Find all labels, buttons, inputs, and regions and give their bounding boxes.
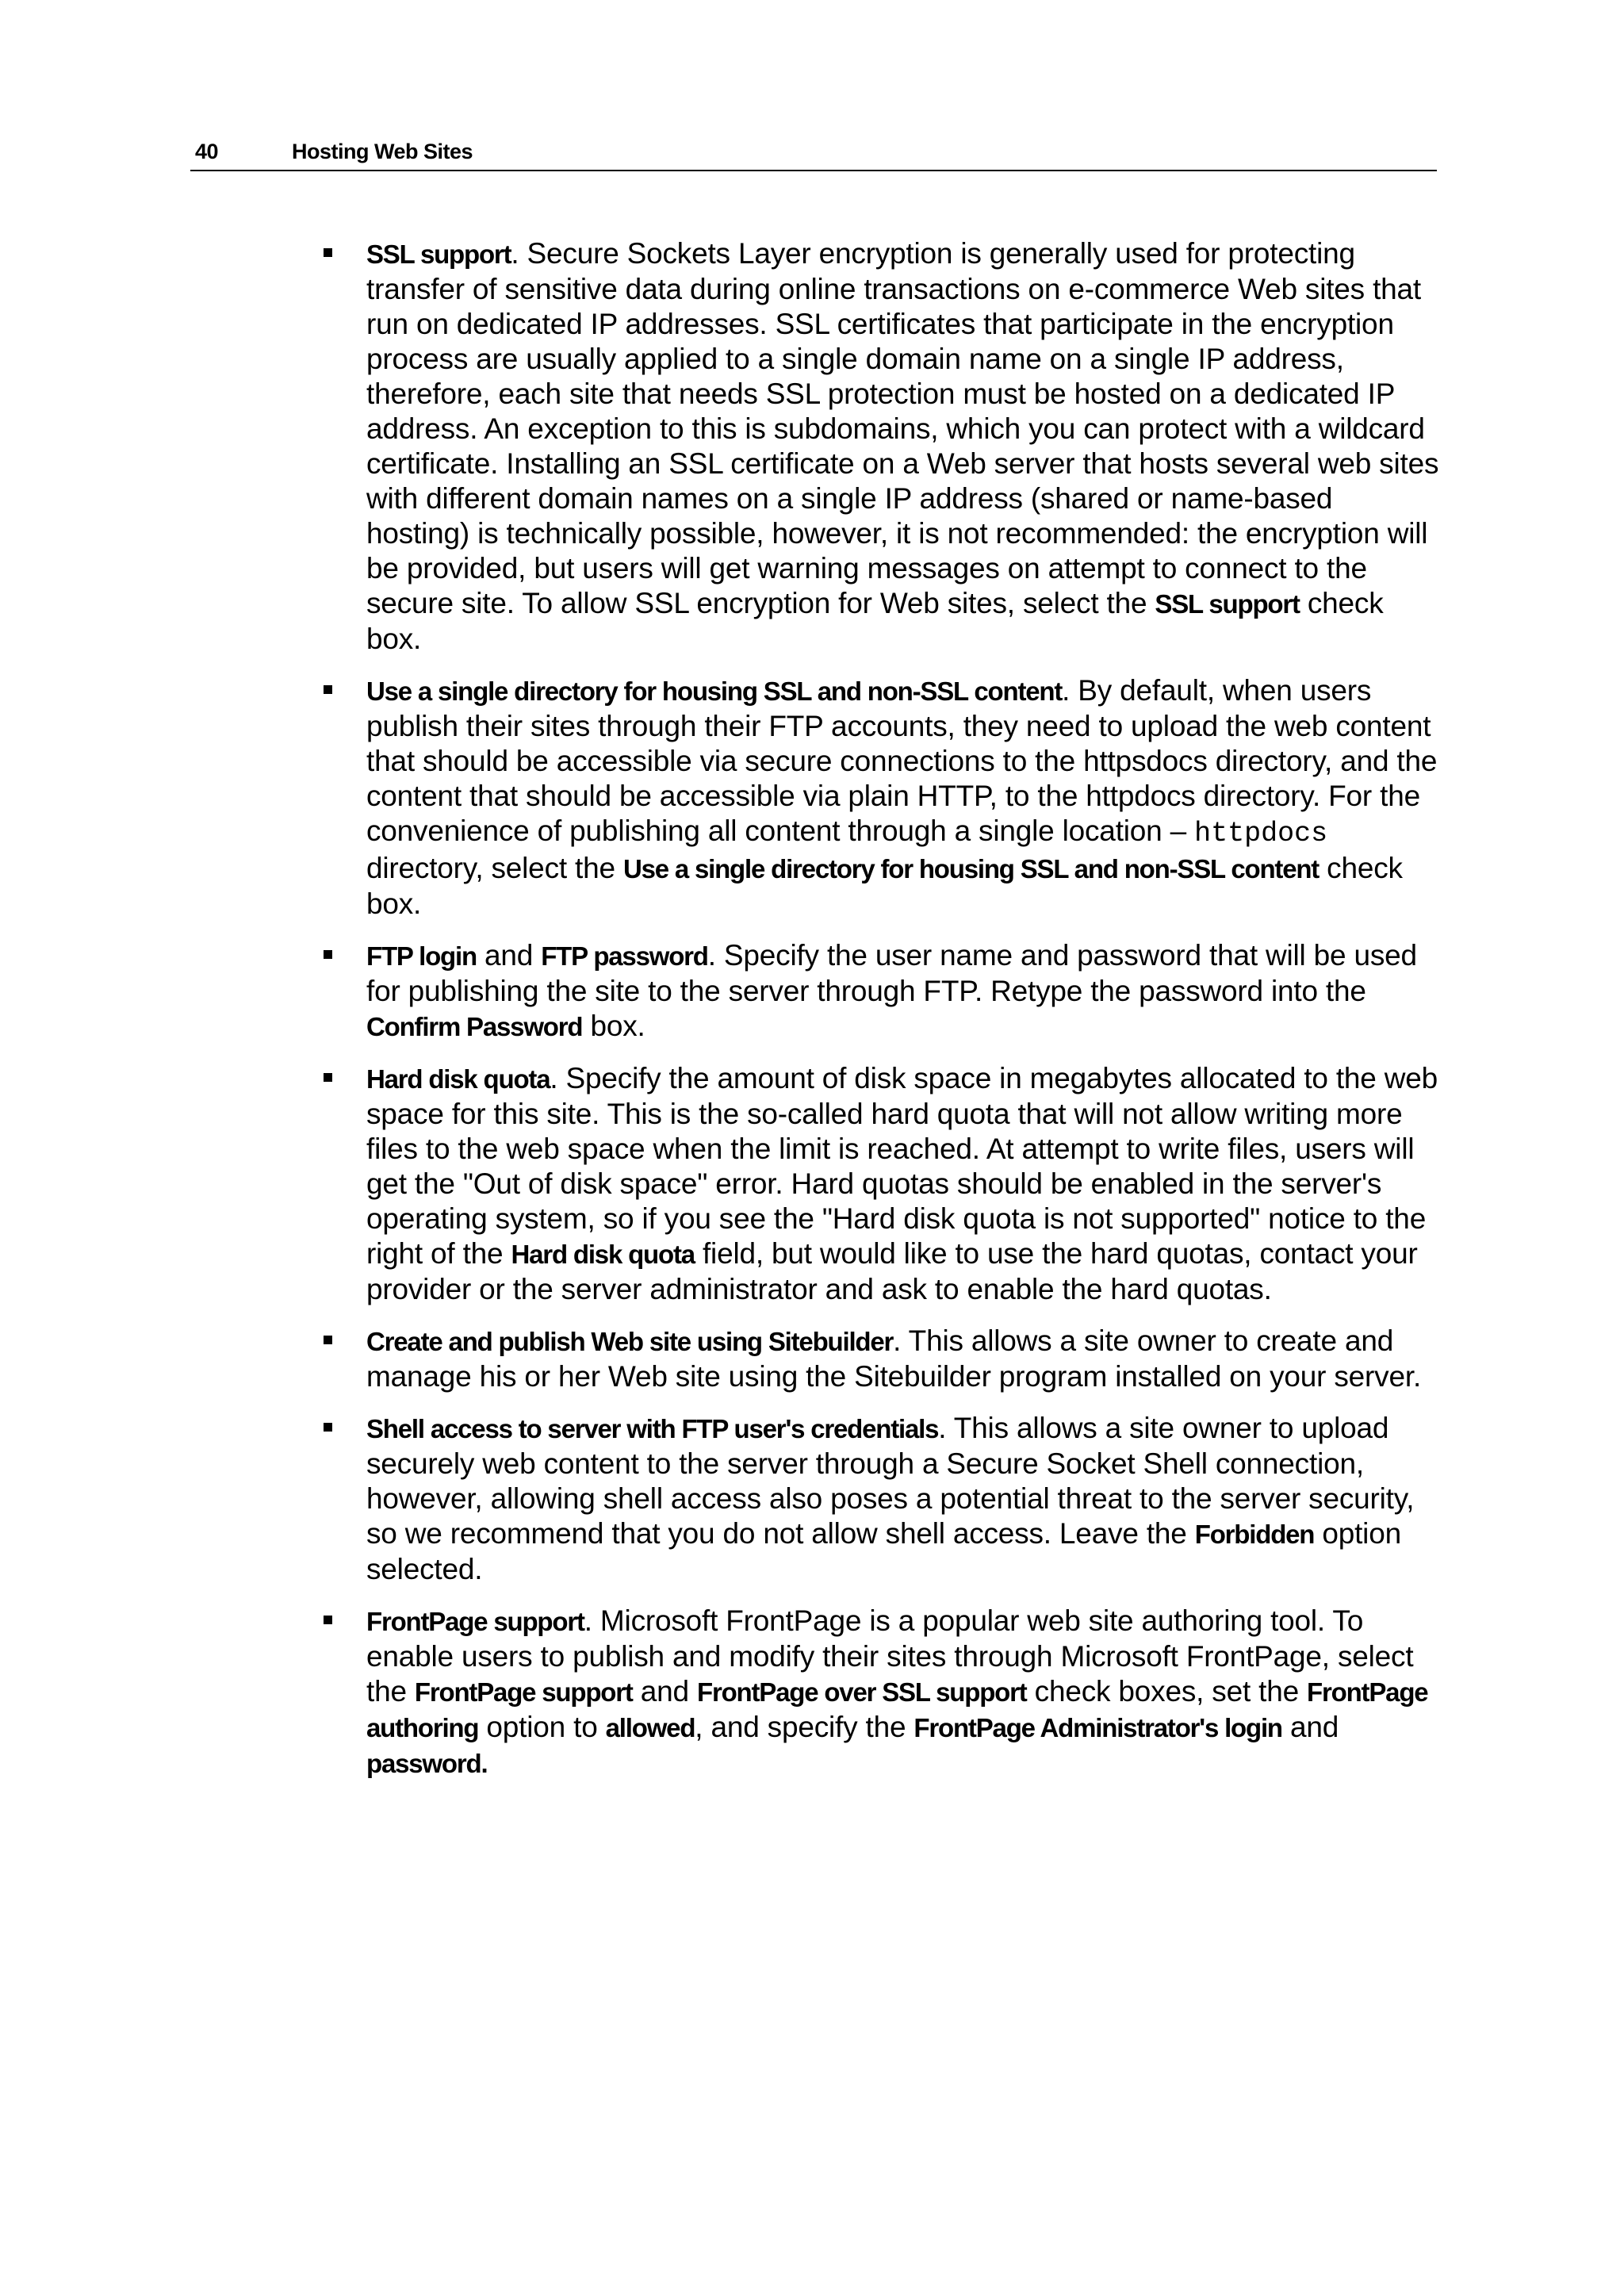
ui-term: Use a single directory for housing SSL and non-SSL content [366, 677, 1063, 706]
ui-term: Confirm Password [366, 1012, 583, 1041]
body-text: . Secure Sockets Layer encryption is generally used for protecting transfer of sensitive data during online transactions on e-commerce Web sites that run on dedicated IP addresses. SSL certificates that participate in the encryption process are usually applied to a single domain name on a single IP address, therefore, each site that needs SSL protection must be hosted on a dedicated IP address. An exception to this is subdomains, which you can protect with a wildcard certificate. Installing an SSL certificate on a Web server that hosts several web sites with different domain names on a single IP address (shared or name-based hosting) is technically possible, however, it is not recommended: the encryption will be provided, but users will get warning messages on attempt to connect to the secure site. To allow SSL encryption for Web sites, select the [366, 237, 1439, 619]
option-item-hard-disk-quota [317, 1061, 1443, 1307]
square-bullet-icon [324, 1073, 332, 1082]
body-text: check box. [366, 852, 1403, 920]
body-text: option to [478, 1711, 606, 1743]
body-text: . This allows a site owner to create and manage his or her Web site using the Sitebuilder program installed on your server. [366, 1324, 1422, 1393]
body-text: option selected. [366, 1517, 1401, 1585]
body-text: . This allows a site owner to upload securely web content to the server through a Secure Socket Shell connection, however, allowing shell access also poses a potential threat to the server security, so we recommend that you do not allow shell access. Leave the [366, 1412, 1415, 1550]
square-bullet-icon [324, 1616, 332, 1624]
ui-term: SSL support [1155, 589, 1300, 619]
ui-term: Create and publish Web site using Sitebuilder [366, 1327, 894, 1356]
ui-term: FrontPage Administrator's login [914, 1713, 1282, 1742]
body-text: field, but would like to use the hard quotas, contact your provider or the server administrator and ask to enable the hard quotas. [366, 1237, 1418, 1305]
body-text: directory, select the [366, 852, 623, 884]
option-description [366, 939, 1417, 1042]
option-item-ftp-login [317, 938, 1443, 1045]
square-bullet-icon [324, 248, 332, 257]
page-body [317, 236, 1443, 1798]
ui-term: SSL support [366, 240, 511, 269]
page-number: 40 [195, 140, 219, 163]
option-item-shell-access [317, 1411, 1443, 1587]
option-item-frontpage-support [317, 1604, 1443, 1781]
body-text: . By default, when users publish their sites through their FTP accounts, they need to upload the web content that should be accessible via secure connections to the httpsdocs directory, and the content that should be accessible via plain HTTP, to the httpdocs directory. For the convenience of publishing all content through a single location – [366, 674, 1438, 847]
option-item-ssl-support [317, 236, 1443, 657]
body-text: and [476, 939, 542, 972]
option-item-sitebuilder [317, 1324, 1443, 1394]
directory-name: httpdocs [1194, 818, 1328, 849]
ui-term: FTP login [366, 941, 477, 971]
body-text: and [1281, 1711, 1339, 1743]
option-description [366, 237, 1438, 655]
body-text: . Specify the user name and password that will be used for publishing the site to the server through FTP. Retype the password into the [366, 939, 1417, 1007]
option-list [317, 236, 1443, 1781]
running-title: Hosting Web Sites [292, 140, 473, 163]
option-description [366, 1062, 1438, 1305]
ui-term: Hard disk quota [511, 1240, 695, 1269]
option-description [366, 1324, 1421, 1393]
ui-term: Use a single directory for housing SSL and non-SSL content [622, 854, 1320, 884]
body-text: and [632, 1675, 697, 1708]
square-bullet-icon [324, 1423, 332, 1432]
square-bullet-icon [324, 950, 332, 959]
option-description [366, 1412, 1414, 1585]
body-text: check boxes, set the [1026, 1675, 1308, 1708]
ui-term: Hard disk quota [366, 1064, 550, 1094]
ui-term: FrontPage support [414, 1677, 633, 1707]
option-item-single-directory [317, 673, 1443, 922]
body-text: box. [582, 1010, 645, 1042]
square-bullet-icon [324, 1336, 332, 1344]
body-text: check box. [366, 587, 1384, 655]
ui-term: FrontPage authoring [366, 1677, 1428, 1742]
option-description [366, 1604, 1427, 1779]
ui-term: FTP password [541, 941, 708, 971]
ui-term: Forbidden [1194, 1520, 1315, 1549]
ui-term: allowed [605, 1713, 695, 1742]
square-bullet-icon [324, 685, 332, 694]
ui-term: password. [366, 1749, 488, 1778]
body-text: , and specify the [695, 1711, 914, 1743]
body-text: . Microsoft FrontPage is a popular web site authoring tool. To enable users to publish and modify their sites through Microsoft FrontPage, select the [366, 1604, 1414, 1708]
ui-term: FrontPage over SSL support [696, 1677, 1027, 1707]
page-header [190, 136, 1437, 171]
ui-term: FrontPage support [366, 1607, 584, 1636]
ui-term: Shell access to server with FTP user's credentials [366, 1414, 939, 1443]
option-description [366, 674, 1437, 920]
body-text: . Specify the amount of disk space in megabytes allocated to the web space for this site. This is the so-called hard quota that will not allow writing more files to the web space when the limit is reached. At attempt to write files, users will get the "Out of disk space" error. Hard quotas should be enabled in the server's operating system, so if you see the "Hard disk quota is not supported" notice to the right of the [366, 1062, 1438, 1270]
